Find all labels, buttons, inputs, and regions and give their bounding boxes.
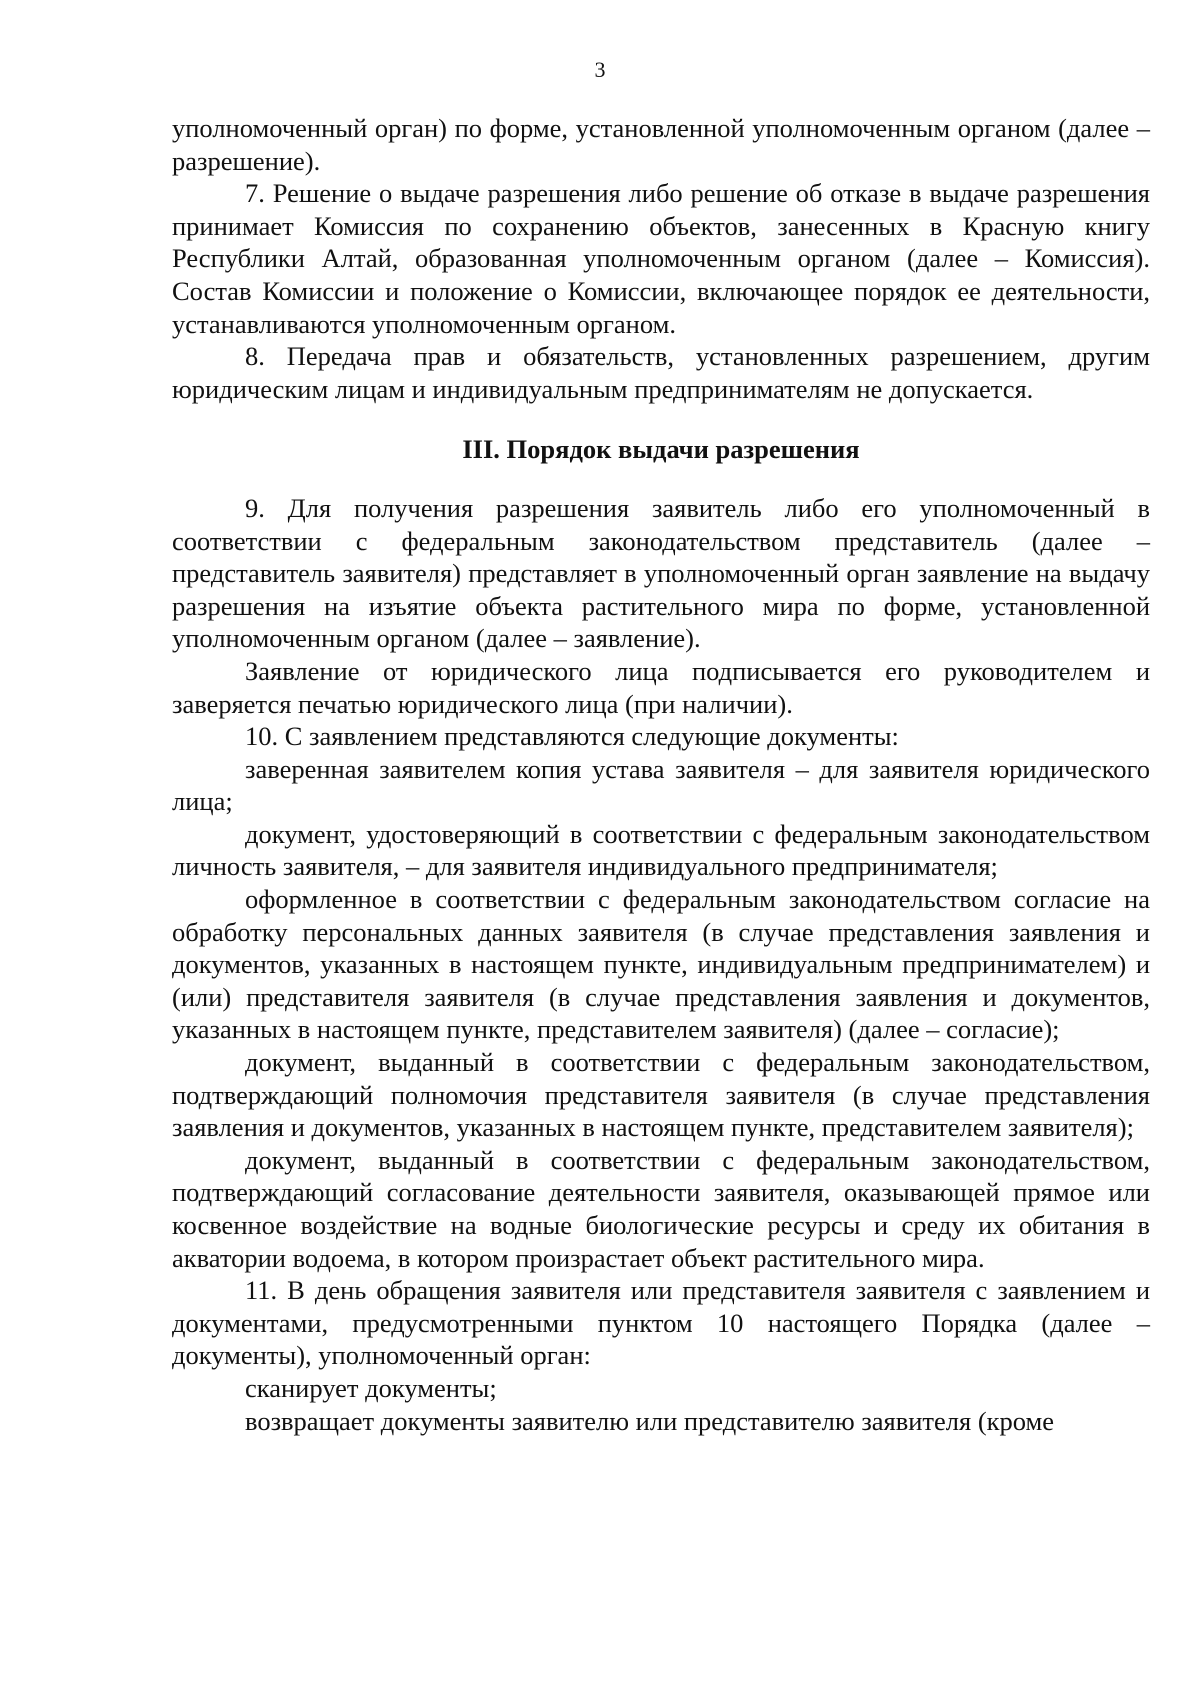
paragraph-item-10: 10. С заявлением представляются следующие документы: (245, 721, 899, 752)
paragraph-item-11: 11. В день обращения заявителя или представителя заявителя с заявлением и документами, предусмотренными пунктом 10 настоящего Порядка (далее – документы), уполномоченный орган: (172, 1275, 1150, 1371)
paragraph-item-7: 7. Решение о выдаче разрешения либо решение об отказе в выдаче разрешения принимает Комиссия по сохранению объектов, занесенных в Красную книгу Республики Алтай, образованная уполномоченным органом (далее – Комиссия). Состав Комиссии и положение о Комиссии, включающее порядок ее деятельности, устанавливаются уполномоченным органом. (172, 178, 1150, 339)
page-number: 3 (594, 57, 606, 82)
list-item-approval-document: документ, выданный в соответствии с федеральным законодательством, подтверждающий согласование деятельности заявителя, оказывающей прямое или косвенное воздействие на водные биологические ресурсы и среду их обитания в акватории водоема, в котором произрастает объект растительного мира. (172, 1144, 1150, 1273)
list-item-authority-document: документ, выданный в соответствии с федеральным законодательством, подтверждающий полномочия представителя заявителя (в случае представления заявления и документов, указанных в настоящем пункте, представителем заявителя); (172, 1047, 1150, 1143)
list-item-consent: оформленное в соответствии с федеральным законодательством согласие на обработку персональных данных заявителя (в случае представления заявления и документов, указанных в настоящем пункте, индивидуальным предпринимателем) и (или) представителя заявителя (в случае представления заявления и документов, указанных в настоящем пункте, представителем заявителя) (далее – согласие); (172, 884, 1150, 1045)
list-item-scan-documents: сканирует документы; (245, 1372, 497, 1403)
list-item-identity-document: документ, удостоверяющий в соответствии с федеральным законодательством личность заявителя, – для заявителя индивидуального предпринимателя; (172, 818, 1150, 882)
list-item-return-documents: возвращает документы заявителю или представителю заявителя (кроме (245, 1405, 1055, 1436)
section-heading: III. Порядок выдачи разрешения (462, 434, 860, 465)
document-body (172, 112, 1150, 1437)
paragraph-signature-note: Заявление от юридического лица подписывается его руководителем и заверяется печатью юридического лица (при наличии). (172, 655, 1150, 719)
paragraph-continuation: уполномоченный орган) по форме, установленной уполномоченным органом (далее – разрешение). (172, 113, 1150, 176)
paragraph-item-9: 9. Для получения разрешения заявитель либо его уполномоченный в соответствии с федеральным законодательством представитель (далее – представитель заявителя) представляет в уполномоченный орган заявление на выдачу разрешения на изъятие объекта растительного мира по форме, установленной уполномоченным органом (далее – заявление). (172, 492, 1150, 654)
paragraph-item-8: 8. Передача прав и обязательств, установленных разрешением, другим юридическим лицам и индивидуальным предпринимателям не допускается. (172, 341, 1150, 404)
list-item-charter-copy: заверенная заявителем копия устава заявителя – для заявителя юридического лица; (172, 753, 1150, 817)
